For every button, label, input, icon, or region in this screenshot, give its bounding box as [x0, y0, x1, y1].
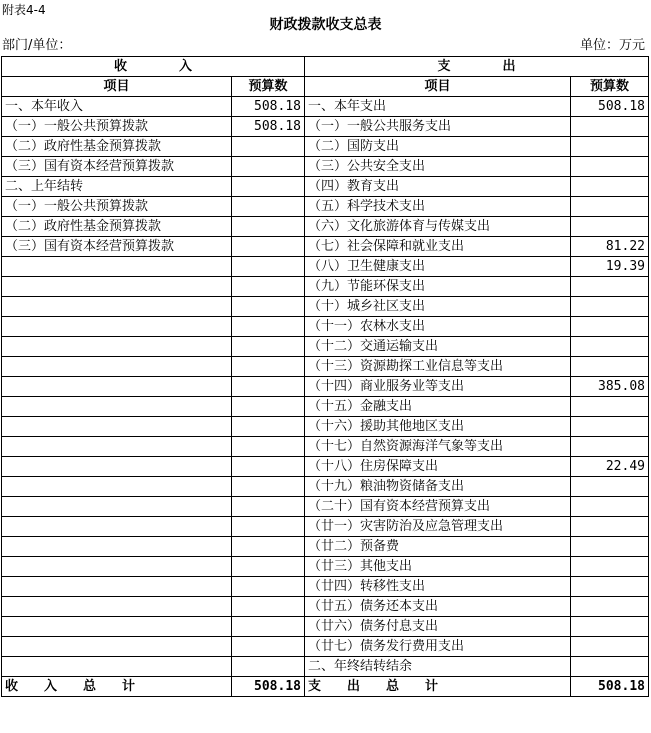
income-item-cell — [2, 397, 232, 417]
income-value-cell — [232, 177, 305, 197]
totals-row — [2, 677, 649, 697]
income-value-cell — [232, 637, 305, 657]
expense-value-cell — [571, 437, 649, 457]
income-value-cell — [232, 477, 305, 497]
income-item-cell — [2, 417, 232, 437]
table-row — [2, 477, 649, 497]
income-value-cell — [232, 597, 305, 617]
income-item-cell — [2, 357, 232, 377]
income-item-cell — [2, 457, 232, 477]
expense-item-cell: 二、年终结转结余 — [305, 657, 571, 677]
income-value-cell — [232, 557, 305, 577]
expense-value-cell — [571, 177, 649, 197]
expense-value-cell — [571, 557, 649, 577]
expense-item-cell: （十六）援助其他地区支出 — [305, 417, 571, 437]
expense-item-cell: （十四）商业服务业等支出 — [305, 377, 571, 397]
income-item-cell — [2, 437, 232, 457]
expense-item-cell: （三）公共安全支出 — [305, 157, 571, 177]
expense-value-cell — [571, 137, 649, 157]
table-row — [2, 537, 649, 557]
table-row — [2, 377, 649, 397]
income-value-cell — [232, 337, 305, 357]
expense-item-cell: （一）一般公共服务支出 — [305, 117, 571, 137]
expense-value-cell — [571, 157, 649, 177]
income-value-cell — [232, 157, 305, 177]
table-row — [2, 437, 649, 457]
expense-total-value: 508.18 — [571, 677, 649, 697]
income-value-cell — [232, 417, 305, 437]
income-value-cell — [232, 237, 305, 257]
table-row — [2, 217, 649, 237]
table-row — [2, 517, 649, 537]
expense-item-cell: （八）卫生健康支出 — [305, 257, 571, 277]
unit-label: 单位：万元 — [579, 38, 645, 53]
income-item-cell — [2, 637, 232, 657]
expense-value-cell — [571, 217, 649, 237]
expense-value-cell — [571, 197, 649, 217]
expense-value-cell — [571, 517, 649, 537]
table-row — [2, 257, 649, 277]
income-item-cell — [2, 317, 232, 337]
income-item-cell: （一）一般公共预算拨款 — [2, 117, 232, 137]
table-row — [2, 297, 649, 317]
income-value-cell: 508.18 — [232, 117, 305, 137]
income-value-cell — [232, 257, 305, 277]
income-total-label: 收 入 总 计 — [2, 677, 232, 697]
income-section-header: 收 入 — [2, 57, 305, 77]
expense-value-cell — [571, 357, 649, 377]
table-row — [2, 597, 649, 617]
section-header-row — [2, 57, 649, 77]
expense-value-cell — [571, 317, 649, 337]
expense-item-cell: （十九）粮油物资储备支出 — [305, 477, 571, 497]
attachment-label: 附表4-4 — [2, 3, 46, 17]
income-item-cell: 一、本年收入 — [2, 97, 232, 117]
income-value-cell — [232, 437, 305, 457]
table-row — [2, 457, 649, 477]
expense-item-cell: （十八）住房保障支出 — [305, 457, 571, 477]
income-item-cell: 二、上年结转 — [2, 177, 232, 197]
income-item-cell — [2, 617, 232, 637]
income-item-cell: （三）国有资本经营预算拨款 — [2, 237, 232, 257]
income-value-cell — [232, 297, 305, 317]
income-value-cell — [232, 357, 305, 377]
income-budget-header: 预算数 — [232, 77, 305, 97]
table-row — [2, 617, 649, 637]
expense-item-cell: （廿五）债务还本支出 — [305, 597, 571, 617]
income-value-cell — [232, 497, 305, 517]
expense-value-cell — [571, 617, 649, 637]
expense-value-cell — [571, 537, 649, 557]
income-item-cell — [2, 657, 232, 677]
income-item-cell: （三）国有资本经营预算拨款 — [2, 157, 232, 177]
income-value-cell — [232, 317, 305, 337]
expense-item-cell: （十一）农林水支出 — [305, 317, 571, 337]
table-row — [2, 197, 649, 217]
expense-value-cell: 385.08 — [571, 377, 649, 397]
expense-value-cell — [571, 417, 649, 437]
income-item-cell: （二）政府性基金预算拨款 — [2, 217, 232, 237]
table-row — [2, 177, 649, 197]
expense-value-cell — [571, 337, 649, 357]
income-item-cell — [2, 517, 232, 537]
income-item-cell: （二）政府性基金预算拨款 — [2, 137, 232, 157]
income-item-cell — [2, 277, 232, 297]
expense-item-cell: （二）国防支出 — [305, 137, 571, 157]
expense-item-cell: （二十）国有资本经营预算支出 — [305, 497, 571, 517]
expense-value-cell — [571, 597, 649, 617]
income-value-cell — [232, 397, 305, 417]
expense-budget-header: 预算数 — [571, 77, 649, 97]
table-row — [2, 397, 649, 417]
income-item-cell — [2, 477, 232, 497]
expense-item-header: 项目 — [305, 77, 571, 97]
expense-item-cell: 一、本年支出 — [305, 97, 571, 117]
column-header-row — [2, 77, 649, 97]
department-label: 部门/单位： — [2, 38, 72, 53]
income-item-cell — [2, 557, 232, 577]
expense-value-cell — [571, 637, 649, 657]
expense-value-cell — [571, 117, 649, 137]
income-value-cell — [232, 457, 305, 477]
income-item-cell — [2, 337, 232, 357]
expense-value-cell — [571, 657, 649, 677]
table-row — [2, 157, 649, 177]
expense-value-cell — [571, 577, 649, 597]
expense-value-cell — [571, 477, 649, 497]
expense-value-cell: 22.49 — [571, 457, 649, 477]
income-item-cell — [2, 597, 232, 617]
table-row — [2, 137, 649, 157]
table-row — [2, 657, 649, 677]
income-item-header: 项目 — [2, 77, 232, 97]
table-row — [2, 337, 649, 357]
expense-item-cell: （十七）自然资源海洋气象等支出 — [305, 437, 571, 457]
expense-item-cell: （九）节能环保支出 — [305, 277, 571, 297]
income-item-cell: （一）一般公共预算拨款 — [2, 197, 232, 217]
income-value-cell — [232, 197, 305, 217]
table-row — [2, 97, 649, 117]
income-item-cell — [2, 377, 232, 397]
expense-item-cell: （廿六）债务付息支出 — [305, 617, 571, 637]
income-value-cell — [232, 537, 305, 557]
income-item-cell — [2, 497, 232, 517]
expense-item-cell: （十二）交通运输支出 — [305, 337, 571, 357]
expense-item-cell: （十五）金融支出 — [305, 397, 571, 417]
table-row — [2, 637, 649, 657]
budget-table — [1, 56, 649, 697]
table-row — [2, 357, 649, 377]
income-item-cell — [2, 537, 232, 557]
expense-section-header: 支 出 — [305, 57, 649, 77]
income-value-cell — [232, 617, 305, 637]
income-value-cell — [232, 577, 305, 597]
income-total-value: 508.18 — [232, 677, 305, 697]
income-value-cell — [232, 277, 305, 297]
income-item-cell — [2, 297, 232, 317]
table-row — [2, 117, 649, 137]
expense-item-cell: （四）教育支出 — [305, 177, 571, 197]
expense-value-cell — [571, 397, 649, 417]
expense-value-cell — [571, 277, 649, 297]
expense-item-cell: （廿一）灾害防治及应急管理支出 — [305, 517, 571, 537]
expense-value-cell — [571, 497, 649, 517]
expense-item-cell: （廿七）债务发行费用支出 — [305, 637, 571, 657]
expense-item-cell: （廿二）预备费 — [305, 537, 571, 557]
table-row — [2, 417, 649, 437]
income-value-cell — [232, 377, 305, 397]
table-row — [2, 497, 649, 517]
expense-item-cell: （五）科学技术支出 — [305, 197, 571, 217]
expense-total-label: 支 出 总 计 — [305, 677, 571, 697]
income-item-cell — [2, 577, 232, 597]
page-title: 财政拨款收支总表 — [269, 17, 382, 33]
income-value-cell — [232, 137, 305, 157]
expense-item-cell: （廿四）转移性支出 — [305, 577, 571, 597]
expense-value-cell: 508.18 — [571, 97, 649, 117]
table-row — [2, 317, 649, 337]
expense-item-cell: （十三）资源勘探工业信息等支出 — [305, 357, 571, 377]
expense-item-cell: （六）文化旅游体育与传媒支出 — [305, 217, 571, 237]
expense-item-cell: （廿三）其他支出 — [305, 557, 571, 577]
expense-item-cell: （十）城乡社区支出 — [305, 297, 571, 317]
income-value-cell — [232, 217, 305, 237]
income-item-cell — [2, 257, 232, 277]
table-row — [2, 277, 649, 297]
expense-value-cell: 81.22 — [571, 237, 649, 257]
income-value-cell — [232, 657, 305, 677]
expense-value-cell — [571, 297, 649, 317]
expense-value-cell: 19.39 — [571, 257, 649, 277]
income-value-cell — [232, 517, 305, 537]
expense-item-cell: （七）社会保障和就业支出 — [305, 237, 571, 257]
table-row — [2, 557, 649, 577]
income-value-cell: 508.18 — [232, 97, 305, 117]
table-row — [2, 577, 649, 597]
table-row — [2, 237, 649, 257]
